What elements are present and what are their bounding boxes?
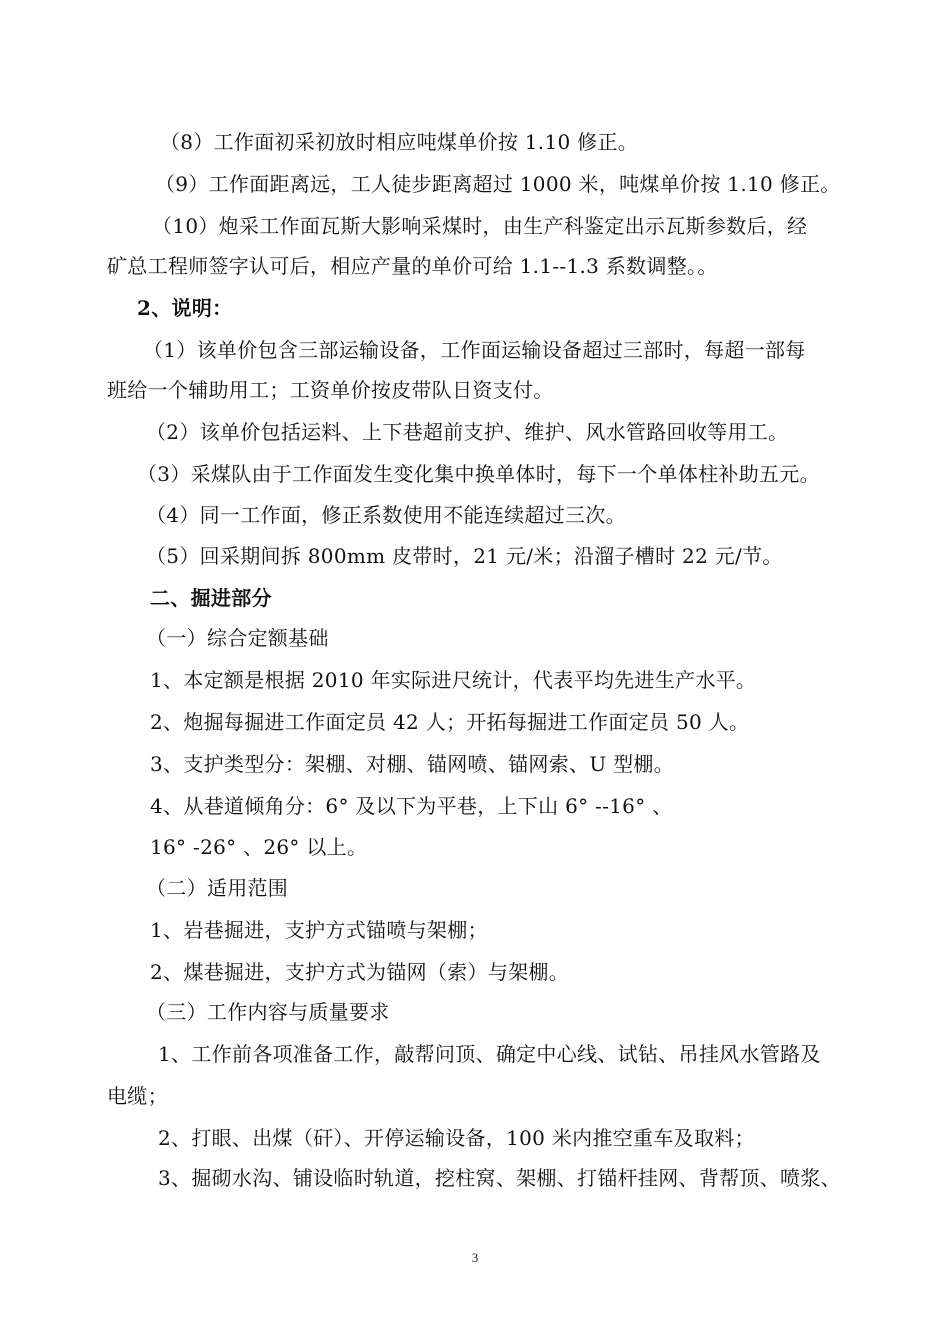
section-heading-explanation: 2、说明： — [137, 296, 233, 320]
scope-item-1: 1、岩巷掘进，支护方式锚喷与架棚； — [150, 918, 488, 942]
explanation-item-2: （2）该单价包括运料、上下巷超前支护、维护、风水管路回收等用工。 — [146, 420, 789, 444]
text-line-9: （9）工作面距离远，工人徒步距离超过 1000 米，吨煤单价按 1.10 修正。 — [155, 172, 841, 196]
subheading-scope: （二）适用范围 — [146, 876, 289, 900]
explanation-item-1: （1）该单价包含三部运输设备，工作面运输设备超过三部时，每超一部每 — [143, 338, 806, 362]
subheading-work-content: （三）工作内容与质量要求 — [146, 1000, 390, 1024]
scope-item-2: 2、煤巷掘进，支护方式为锚网（索）与架棚。 — [150, 960, 570, 984]
text-line-10: （10）炮采工作面瓦斯大影响采煤时，由生产科鉴定出示瓦斯参数后，经 — [152, 214, 808, 238]
explanation-item-1-cont: 班给一个辅助用工；工资单价按皮带队日资支付。 — [107, 378, 554, 402]
explanation-item-4: （4）同一工作面，修正系数使用不能连续超过三次。 — [146, 503, 626, 527]
work-item-1-cont: 电缆； — [107, 1084, 168, 1108]
quota-item-4-cont: 16° -26° 、26° 以上。 — [150, 835, 368, 859]
quota-item-4: 4、从巷道倾角分：6° 及以下为平巷，上下山 6° --16° 、 — [150, 794, 673, 818]
work-item-3: 3、掘砌水沟、铺设临时轨道，挖柱窝、架棚、打锚杆挂网、背帮顶、喷浆、 — [158, 1166, 841, 1190]
explanation-item-3: （3）采煤队由于工作面发生变化集中换单体时，每下一个单体柱补助五元。 — [137, 462, 820, 486]
subheading-quota-basis: （一）综合定额基础 — [146, 626, 329, 650]
explanation-item-5: （5）回采期间拆 800mm 皮带时，21 元/米；沿溜子槽时 22 元/节。 — [146, 544, 783, 568]
quota-item-2: 2、炮掘每掘进工作面定员 42 人；开拓每掘进工作面定员 50 人。 — [150, 710, 750, 734]
quota-item-1: 1、本定额是根据 2010 年实际进尺统计，代表平均先进生产水平。 — [150, 668, 757, 692]
section-heading-excavation: 二、掘进部分 — [150, 586, 272, 610]
work-item-2: 2、打眼、出煤（矸）、开停运输设备，100 米内推空重车及取料； — [158, 1126, 755, 1150]
page-number: 3 — [471, 1250, 479, 1265]
text-line-10-cont: 矿总工程师签字认可后，相应产量的单价可给 1.1--1.3 系数调整。。 — [107, 254, 718, 278]
work-item-1: 1、工作前各项准备工作，敲帮问顶、确定中心线、试钻、吊挂风水管路及 — [158, 1042, 821, 1066]
text-line-8: （8）工作面初采初放时相应吨煤单价按 1.10 修正。 — [160, 130, 639, 154]
quota-item-3: 3、支护类型分：架棚、对棚、锚网喷、锚网索、U 型棚。 — [150, 752, 675, 776]
